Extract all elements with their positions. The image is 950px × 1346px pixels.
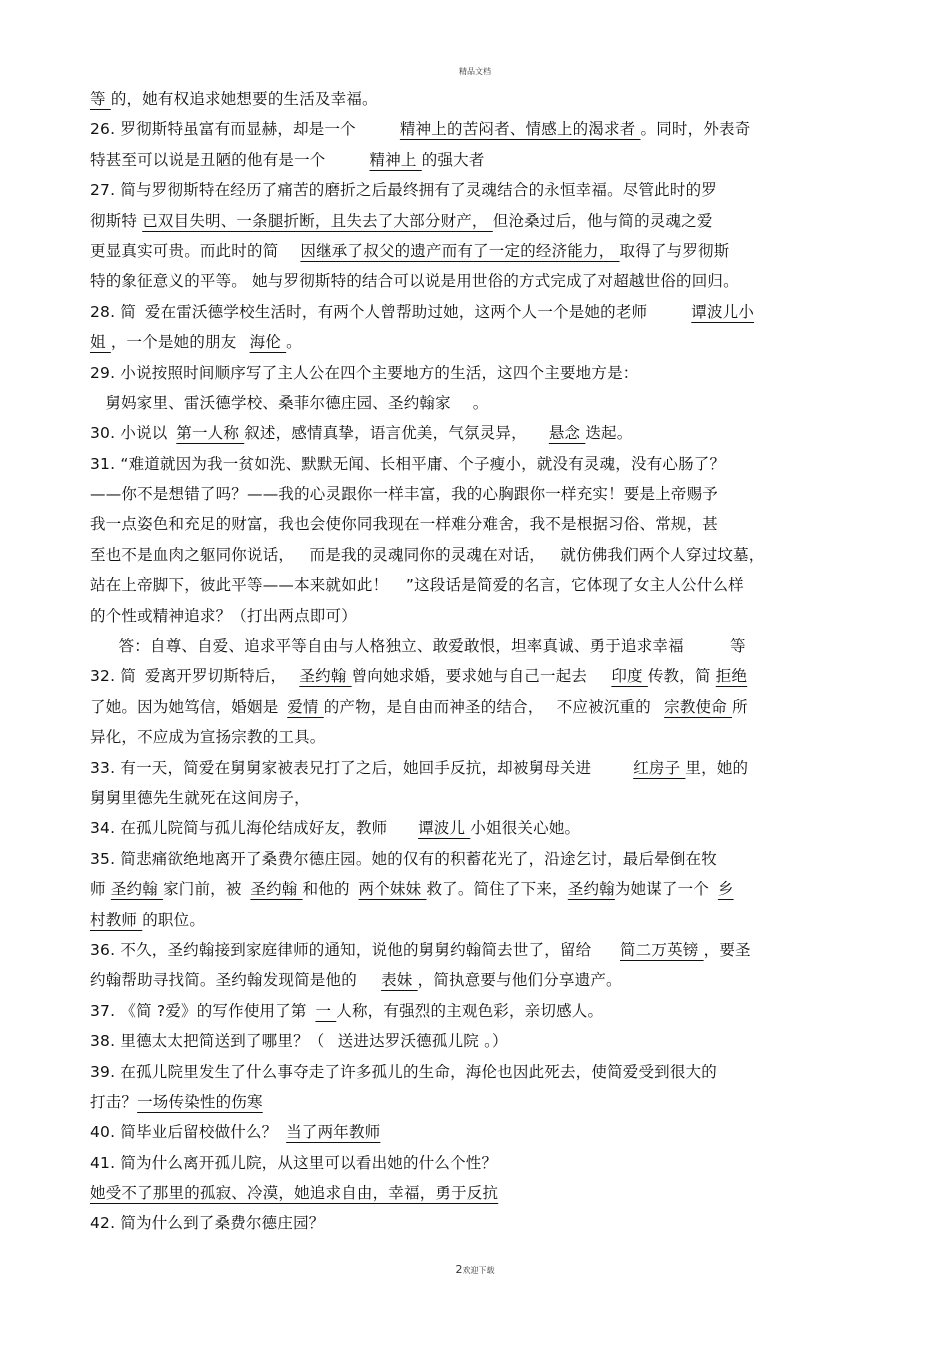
text-segment: 了她。因为她笃信，婚姻是 [90,697,279,716]
answer-blank: 已双目失明、一条腿折断，且失去了大部分财产， [142,211,493,230]
text-segment: 我一点姿色和充足的财富，我也会使你同我现在一样难分难舍，我不是根据习俗、常规，甚 [90,515,719,534]
text-segment: 26. 罗彻斯特虽富有而显赫，却是一个 [90,120,356,139]
answer-blank: 一场传染性的伤寒 [137,1092,263,1111]
answer-blank: 村教师 [90,910,143,929]
answer-blank: 谭波儿 [418,819,471,838]
text-line [90,388,865,418]
text-line [90,540,865,570]
text-segment: ”这段话是简爱的名言，它体现了女主人公什么样 [405,576,744,595]
text-segment: 叙述，感情真挚，语言优美，气氛灵异， [244,424,527,443]
answer-blank: 圣约翰 [250,880,303,899]
answer-blank: 简二万英镑 [619,940,704,959]
text-line [90,905,865,935]
text-segment: 异化，不应成为宣扬宗教的工具。 [90,728,326,747]
text-segment: 特甚至可以说是丑陋的他有是一个 [90,150,326,169]
text-line [90,297,865,327]
text-line [90,509,865,539]
text-line [90,965,865,995]
text-segment: 不应被沉重的 [556,697,651,716]
text-segment: 42. 简为什么到了桑费尔德庄园？ [90,1214,325,1233]
text-segment: 爱离开罗切斯特后， [144,667,287,686]
text-segment: 32. 简 [90,667,137,686]
answer-blank: 第一人称 [176,424,245,443]
text-segment: 救了。简住了下来， [426,880,568,899]
text-line [90,1087,865,1117]
answer-blank: 圣约翰 [567,880,615,899]
text-segment: 小姐很关心她。 [470,819,581,838]
text-line [90,479,865,509]
text-line [90,358,865,388]
text-line [90,570,865,600]
text-segment: 而是我的灵魂同你的灵魂在对话， [309,545,546,564]
text-segment: 的职位。 [142,910,206,929]
answer-blank: 宗教使命 [664,697,733,716]
text-segment: 家门前，被 [163,880,242,899]
answer-blank: 圣约翰 [299,667,352,686]
text-segment: 答：自尊、自爱、追求平等自由与人格独立、敢爱敢恨，坦率真诚、勇于追求幸福 [118,637,684,656]
text-line [90,418,865,448]
text-segment: 传教，简 [647,667,716,686]
text-line [90,844,865,874]
text-line [90,692,865,722]
text-segment: 29. 小说按照时间顺序写了主人公在四个主要地方的生活，这四个主要地方是： [90,363,639,382]
text-line [90,783,865,813]
answer-blank: 一 [315,1001,337,1020]
text-line [90,449,865,479]
text-segment: 爱在雷沃德学校生活时，有两个人曾帮助过她，这两个人一个是她的老师 [144,302,648,321]
text-line [90,1026,865,1056]
text-segment: 曾向她求婚，要求她与自己一起去 [351,667,588,686]
text-segment: 站在上帝脚下，彼此平等——本来就如此！ [90,576,389,595]
text-segment: 迭起。 [585,424,633,443]
text-segment: 39. 在孤儿院里发生了什么事夺走了许多孤儿的生命，海伦也因此死去，使简爱受到很大的 [90,1062,717,1081]
text-segment: 等 [729,637,746,656]
text-segment: 。同时，外表奇 [640,120,751,139]
answer-blank: 海伦 [249,333,287,352]
text-line [90,996,865,1026]
text-line [90,1117,865,1147]
text-segment: 为她谋了一个 [614,880,710,899]
text-segment: ，简执意要与他们分享遗产。 [417,971,622,990]
answer-blank: 圣约翰 [110,880,164,899]
text-segment: 更显真实可贵。而此时的简 [90,241,279,260]
text-line [90,1178,865,1208]
text-segment: 送进达罗沃德孤儿院 。） [337,1032,508,1051]
text-line [90,722,865,752]
text-segment: 38. 里德太太把简送到了哪里？（ [90,1032,325,1051]
header-label: 精品文档 [459,67,491,76]
text-segment: 里，她的 [685,758,749,777]
text-segment: 31. “难道就因为我一贫如洗、默默无闻、长相平庸、个子瘦小，就没有灵魂，没有心肠了？ [90,454,726,473]
text-segment: 36. 不久，圣约翰接到家庭律师的通知，说他的舅舅约翰简去世了，留给 [90,940,592,959]
text-segment: 至也不是血肉之躯同你说话， [90,545,295,564]
text-segment: 取得了与罗彻斯 [619,241,730,260]
text-segment: 。 [472,393,489,412]
text-segment: 34. 在孤儿院简与孤儿海伦结成好友，教师 [90,819,388,838]
text-line [90,1057,865,1087]
text-segment: 35. 简悲痛欲绝地离开了桑费尔德庄园。她的仅有的积蓄花光了，沿途乞讨，最后晕倒在牧 [90,849,717,868]
text-segment: 约翰帮助寻找简。圣约翰发现简是他的 [90,971,357,990]
text-line [90,935,865,965]
document-body [90,84,865,1239]
text-segment: 的产物，是自由而神圣的结合， [323,697,544,716]
answer-blank: 乡 [717,880,734,899]
text-segment: ——你不是想错了吗？——我的心灵跟你一样丰富，我的心胸跟你一样充实！要是上帝赐予 [90,485,719,504]
text-segment: 的个性或精神追求？（打出两点即可） [90,606,357,625]
text-segment: 彻斯特 [90,211,143,230]
text-segment: ，要圣 [703,940,751,959]
text-segment: 的，她有权追求她想要的生活及幸福。 [110,90,378,108]
answer-blank: 精神上的苦闷者、情感上的渴求者 [399,120,641,139]
text-segment: 30. 小说以 [90,424,168,443]
text-line [90,1148,865,1178]
text-segment: 打击？ [90,1092,138,1111]
answer-blank: 红房子 [633,758,686,777]
text-line [90,175,865,205]
answer-blank: 爱情 [287,697,324,716]
text-line [90,601,865,631]
text-segment: 33. 有一天，简爱在舅舅家被表兄打了之后，她回手反抗，却被舅母关进 [90,758,592,777]
text-segment: 41. 简为什么离开孤儿院，从这里可以看出她的什么个性？ [90,1153,498,1172]
answer-blank: 拒绝 [715,667,748,686]
text-segment: ，一个是她的朋友 [110,333,237,352]
text-line [90,206,865,236]
answer-blank: 姐 [90,333,111,352]
text-line [90,114,865,144]
text-line [90,266,865,296]
answer-blank: 等 [90,90,111,108]
text-segment: 人称，有强烈的主观色彩，亲切感人。 [336,1001,604,1020]
text-line [90,145,865,175]
text-segment: 特的象征意义的平等。 她与罗彻斯特的结合可以说是用世俗的方式完成了对超越世俗的回归。 [90,272,739,291]
footer-note: 欢迎下载 [462,1266,495,1275]
text-line [90,84,865,114]
page-number: 2 [455,1263,463,1276]
text-segment: 40. 简毕业后留校做什么？ [90,1123,278,1142]
text-line [90,236,865,266]
text-segment: 。 [286,333,302,352]
text-segment: 所 [732,697,748,716]
answer-blank: 她受不了那里的孤寂、冷漠，她追求自由，幸福，勇于反抗 [90,1184,499,1203]
text-segment: 就仿佛我们两个人穿过坟墓， [560,545,765,564]
text-line [90,753,865,783]
text-line [90,327,865,357]
text-segment: 27. 简与罗彻斯特在经历了痛苦的磨折之后最终拥有了灵魂结合的永恒幸福。尽管此时的罗 [90,181,717,200]
answer-blank: 当了两年教师 [286,1123,381,1142]
text-segment: 师 [90,880,111,899]
answer-blank: 表妹 [381,971,418,990]
answer-blank: 两个妹妹 [358,880,427,899]
text-segment: 37. 《简 ?爱》的写作使用了第 [90,1001,307,1020]
answer-blank: 精神上 [369,150,422,169]
text-segment: 的强大者 [421,150,485,169]
text-segment: 28. 简 [90,302,137,321]
text-segment: 舅舅里德先生就死在这间房子， [90,788,310,807]
text-line [90,631,865,661]
answer-blank: 悬念 [548,424,586,443]
page-header [0,66,950,77]
answer-blank: 因继承了叔父的遗产而有了一定的经济能力， [300,241,620,260]
text-segment: 和他的 [302,880,350,899]
text-line [90,661,865,691]
text-segment: 但沧桑过后，他与简的灵魂之爱 [492,211,713,230]
answer-blank: 谭波儿小 [691,302,755,321]
page-footer [0,1263,950,1276]
text-segment: 舅妈家里、雷沃德学校、桑菲尔德庄园、圣约翰家 [105,393,451,412]
answer-blank: 印度 [611,667,648,686]
text-line [90,1208,865,1238]
text-line [90,874,865,904]
text-line [90,813,865,843]
